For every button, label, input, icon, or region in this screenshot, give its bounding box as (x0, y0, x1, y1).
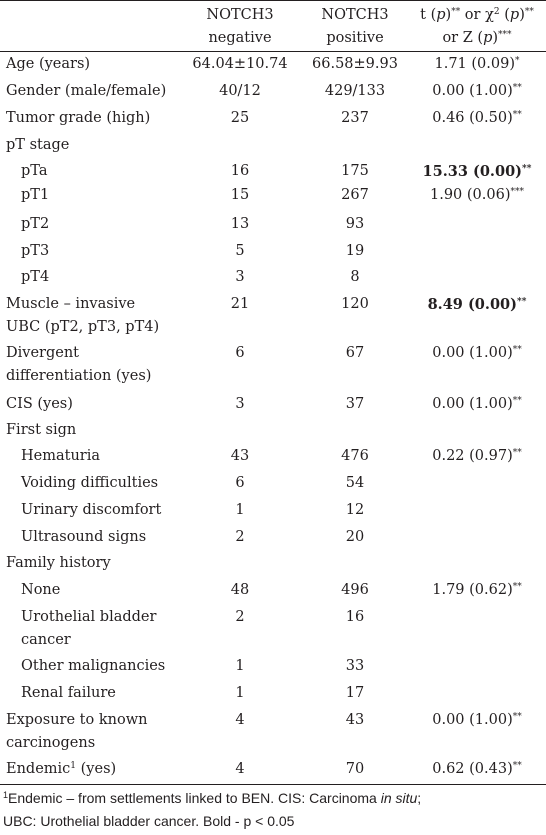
cell-positive: 33 (345, 658, 365, 674)
row-label: pTa (21, 163, 48, 179)
cell-positive: 67 (345, 345, 365, 361)
cell-positive: 496 (341, 582, 369, 598)
cell-positive: 16 (345, 609, 365, 625)
cell-negative: 15 (230, 187, 250, 203)
row-label: Tumor grade (high) (6, 110, 151, 126)
cell-negative: 25 (230, 110, 250, 126)
row-label-line: carcinogens (6, 735, 96, 751)
table-top-rule (0, 0, 546, 1)
row-label: Endemic$^1$ (yes) (6, 761, 117, 777)
cell-positive: 175 (341, 163, 369, 179)
header-line: t (p)** or $\chi^2$ (p)** (420, 7, 534, 23)
section-label: Family history (6, 555, 111, 571)
header-test-statistic (408, 4, 546, 50)
row-label (6, 342, 196, 388)
cell-negative: 5 (235, 243, 245, 259)
cell-positive: 237 (341, 110, 369, 126)
header-rule (0, 51, 546, 52)
cell-positive: 120 (341, 296, 369, 312)
cell-negative: 4 (235, 761, 245, 777)
row-label: Ultrasound signs (21, 529, 147, 545)
row-label-line: UBC (pT2, pT3, pT4) (6, 319, 160, 335)
cell-negative: 1 (235, 502, 245, 518)
header-notch3-negative (184, 4, 296, 50)
cell-negative: 21 (230, 296, 250, 312)
row-label: pT2 (21, 216, 50, 232)
cell-negative: 3 (235, 396, 245, 412)
cell-negative: 40/12 (219, 83, 261, 99)
cell-statistic: 1.90 (0.06)*** (430, 187, 524, 203)
cell-positive: 54 (345, 475, 365, 491)
cell-negative: 43 (230, 448, 250, 464)
row-label (6, 293, 196, 339)
row-label (21, 606, 201, 652)
row-label-line: Urothelial bladder (21, 609, 157, 625)
header-notch3-positive (298, 4, 412, 50)
cell-positive: 17 (345, 685, 365, 701)
cell-statistic: 1.71 (0.09)* (434, 56, 520, 72)
row-label: Urinary discomfort (21, 502, 162, 518)
row-label: Gender (male/female) (6, 83, 167, 99)
cell-negative: 1 (235, 658, 245, 674)
row-label-line: cancer (21, 632, 71, 648)
header-line: negative (208, 30, 272, 46)
row-label (6, 709, 196, 755)
cell-negative: 2 (235, 529, 245, 545)
row-label: Hematuria (21, 448, 100, 464)
cell-positive: 70 (345, 761, 365, 777)
cell-negative: 64.04±10.74 (192, 56, 288, 72)
table-bottom-rule (0, 784, 546, 785)
cell-positive: 37 (345, 396, 365, 412)
row-label-line: Muscle – invasive (6, 296, 136, 312)
cell-negative: 2 (235, 609, 245, 625)
cell-negative: 6 (235, 475, 245, 491)
row-label-line: Exposure to known (6, 712, 148, 728)
row-label: CIS (yes) (6, 396, 73, 412)
cell-statistic: 15.33 (0.00)** (422, 163, 532, 180)
row-label: pT3 (21, 243, 50, 259)
cell-statistic: 0.62 (0.43)** (432, 761, 522, 777)
footnote-line: $^1$Endemic – from settlements linked to BEN. CIS: Carcinoma in situ; (3, 790, 422, 806)
cell-positive: 43 (345, 712, 365, 728)
cell-negative: 13 (230, 216, 250, 232)
cell-statistic: 0.00 (1.00)** (432, 83, 522, 99)
row-label: None (21, 582, 61, 598)
cell-positive: 93 (345, 216, 365, 232)
cell-positive: 20 (345, 529, 365, 545)
header-line: or Z (p)*** (442, 30, 512, 46)
cell-negative: 3 (235, 269, 245, 285)
table-footnote (3, 787, 543, 833)
header-line: positive (326, 30, 384, 46)
cell-statistic: 0.22 (0.97)** (432, 448, 522, 464)
cell-positive: 12 (345, 502, 365, 518)
header-line: NOTCH3 (206, 7, 274, 23)
row-label: Renal failure (21, 685, 116, 701)
row-label-line: Divergent (6, 345, 79, 361)
section-label: pT stage (6, 137, 70, 153)
section-label: First sign (6, 422, 77, 438)
cell-negative: 1 (235, 685, 245, 701)
cell-statistic: 0.00 (1.00)** (432, 396, 522, 412)
cell-statistic: 0.00 (1.00)** (432, 345, 522, 361)
cell-negative: 48 (230, 582, 250, 598)
cell-negative: 4 (235, 712, 245, 728)
row-label: Voiding difficulties (21, 475, 159, 491)
cell-statistic: 0.46 (0.50)** (432, 110, 522, 126)
footnote-line: UBC: Urothelial bladder cancer. Bold - p < 0.05 (3, 813, 295, 829)
cell-positive: 8 (350, 269, 360, 285)
row-label-line: differentiation (yes) (6, 368, 152, 384)
row-label: pT1 (21, 187, 50, 203)
cell-negative: 16 (230, 163, 250, 179)
cell-statistic: 0.00 (1.00)** (432, 712, 522, 728)
cell-positive: 66.58±9.93 (312, 56, 398, 72)
row-label: Age (years) (6, 56, 91, 72)
header-line: NOTCH3 (321, 7, 389, 23)
row-label: Other malignancies (21, 658, 166, 674)
cell-statistic: 1.79 (0.62)** (432, 582, 522, 598)
cell-positive: 19 (345, 243, 365, 259)
cell-positive: 429/133 (324, 83, 386, 99)
cell-positive: 476 (341, 448, 369, 464)
row-label: pT4 (21, 269, 50, 285)
cell-negative: 6 (235, 345, 245, 361)
cell-positive: 267 (341, 187, 369, 203)
cell-statistic: 8.49 (0.00)** (427, 296, 527, 313)
